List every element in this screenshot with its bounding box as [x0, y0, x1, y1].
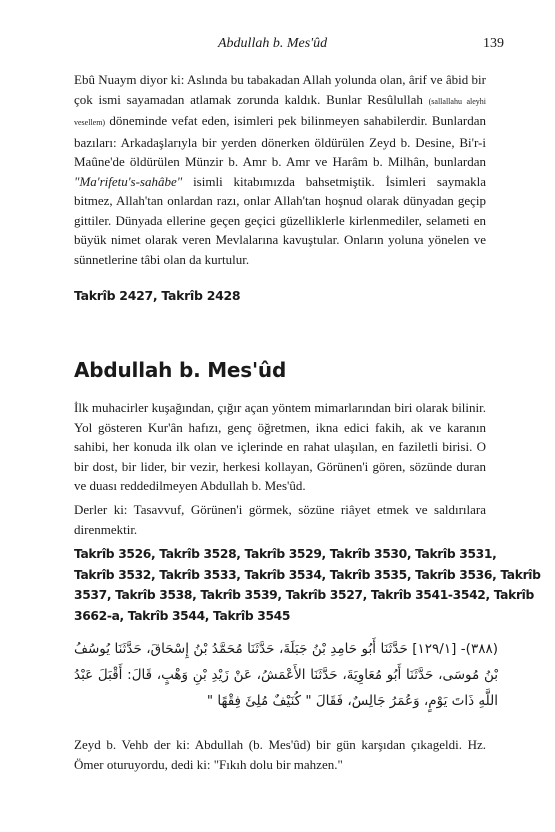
- reference-line: Takrîb 3532, Takrîb 3533, Takrîb 3534, Takrîb 3535, Takrîb 3536, Takrîb: [74, 567, 541, 582]
- paragraph1-text-a: Ebû Nuaym diyor ki: Aslında bu tabakadan Allah yolunda olan, ârif ve âbid bir çok ismi sayamadan atlamak zorunda kaldık. Bunlar Resûlullah: [74, 72, 486, 107]
- book-title: "Ma'rifetu's-sahâbe": [74, 173, 183, 189]
- arabic-hadith-text: (٣٨٨)- [١٢٩/١] حَدَّثَنَا أَبُو حَامِدِ بْنُ جَبَلَةَ، حَدَّثَنَا مُحَمَّدُ بْنُ إِسْحَاقَ، حَدَّثَنَا يُوسُفُ بْنُ مُوسَى، حَدَّثَنَا أَبُو مُعَاوِيَةَ، حَدَّثَنَا الأَعْمَشُ، عَنْ زَيْدِ بْنِ وَهْبٍ، قَالَ: أَقْبَلَ عَبْدُ اللَّهِ ذَاتَ يَوْمٍ، وَعُمَرُ جَالِسٌ، فَقَالَ " كُنَيْفٌ مُلِئَ فِقْهًا ": [74, 641, 498, 709]
- paragraph-intro: İlk muhacirler kuşağından, çığır açan yöntem mimarlarından biri olarak bilinir. Yol gösteren Kur'ân hafızı, genç öğretmen, ikna edici fakih, ak ve karanın sahibi, her konuda ilk olan ve içlerinde en rahat ulaşılan, en faziletli birisi. O bir dost, bir lider, bir vezir, herkesi kollayan, Görünen'i gören, sözünde duran ve duası reddedilmeyen Abdullah b. Mes'ûd.: [74, 400, 486, 493]
- reference-line: 3537, Takrîb 3538, Takrîb 3539, Takrîb 3527, Takrîb 3541-3542, Takrîb: [74, 588, 534, 602]
- paragraph-tasavvuf: Derler ki: Tasavvuf, Görünen'i görmek, sözüne riâyet etmek ve saldırılara direnmektir.: [74, 502, 486, 537]
- reference-line: Takrîb 3526, Takrîb 3528, Takrîb 3529, Takrîb 3530, Takrîb 3531,: [74, 547, 497, 561]
- section-heading: Abdullah b. Mes'ûd: [74, 358, 287, 382]
- page-header: [0, 36, 555, 56]
- reference-line: 3662-a, Takrîb 3544, Takrîb 3545: [74, 608, 291, 623]
- paragraph1-text-b: döneminde vefat eden, isimleri pek bilinmeyen sahabilerdir. Bunlardan bazıları: Arkadaşlarıyla bir yerden dönerken öldürülen Zeyd b. Desine, Bi'r-i Maûne'de öldürülen Münzir b. Amr b. Amr ve Harâm b. Milhân, bunlardan: [74, 113, 486, 169]
- page-number: 139: [483, 36, 504, 51]
- honorific-note: (sallallahu aleyhi vesellem): [74, 96, 486, 127]
- paragraph-ebu-nuaym: [74, 70, 486, 269]
- running-title: Abdullah b. Mes'ûd: [218, 36, 328, 51]
- references-top: Takrîb 2427, Takrîb 2428: [74, 288, 241, 303]
- references-block: [74, 544, 541, 626]
- paragraph1-text-c: isimli kitabımızda bahsetmiştik. İsimleri saymakla bitmez, Allah'tan onlardan razı, onlar Allah'tan hoşnud olarak dünyadan geçip gittiler. Dünyada ellerine geçen geçici güzelliklerle kirlenmediler, selameti en büyük nimet olarak veren Mevlalarına kavuştular. Onların yoluna yönelen ve sünnetlerine tâbi olan da kurtulur.: [74, 173, 486, 267]
- paragraph-translation: Zeyd b. Vehb der ki: Abdullah (b. Mes'ûd) bir gün karşıdan çıkageldi. Hz. Ömer oturuyordu, dedi ki: "Fıkıh dolu bir mahzen.": [74, 737, 486, 772]
